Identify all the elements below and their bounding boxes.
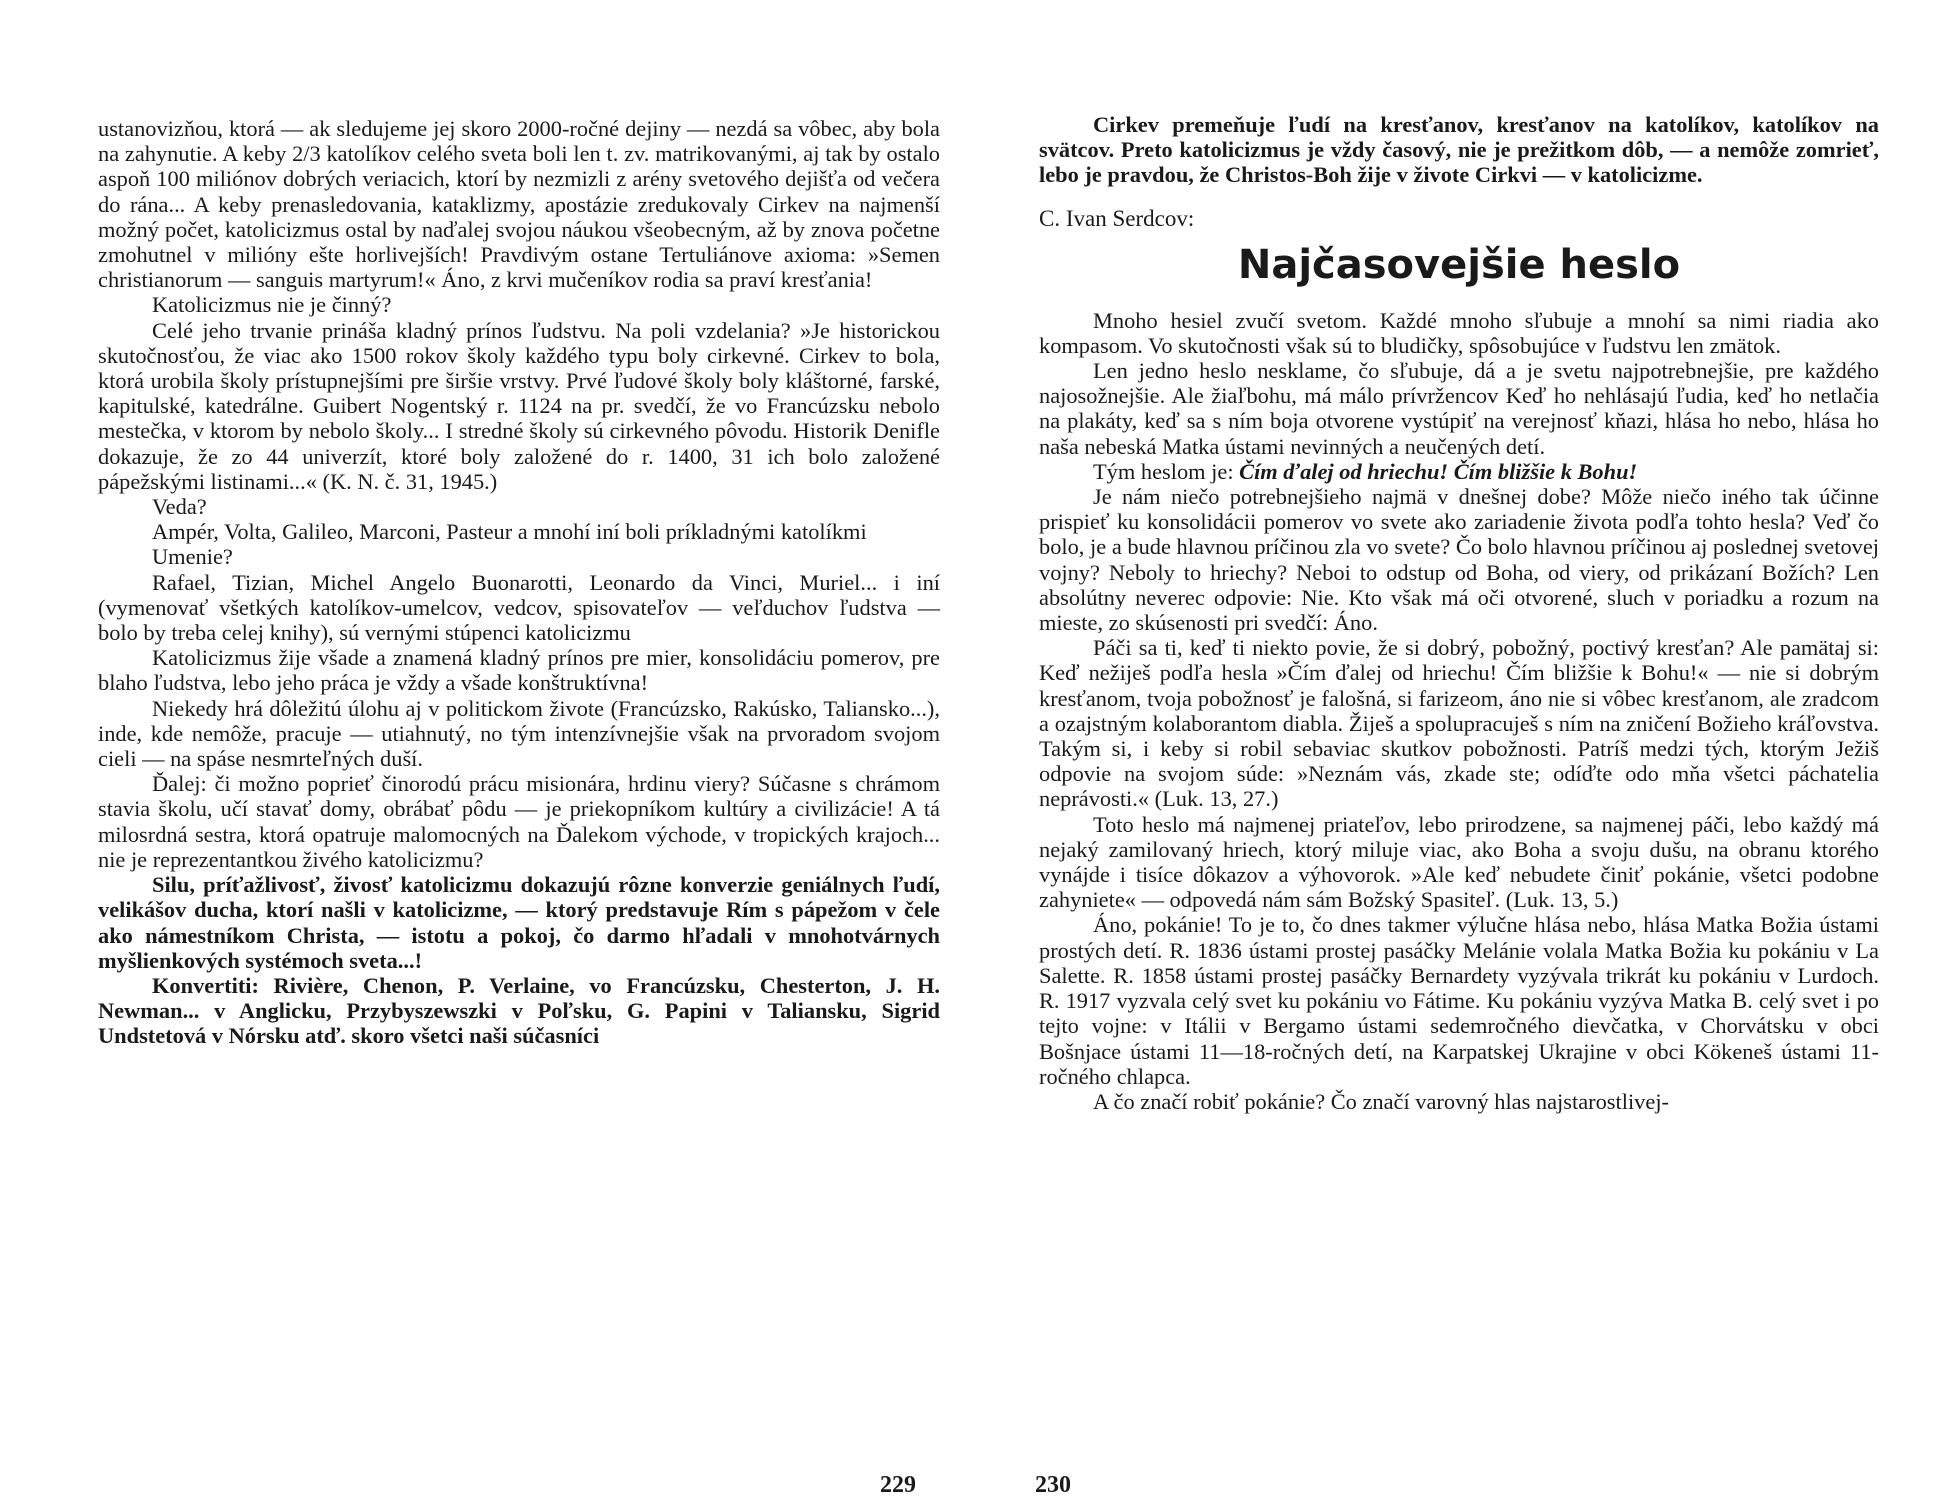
paragraph: Silu, príťažlivosť, živosť katolicizmu dokazujú rôzne konverzie geniálnych ľudí, velikášov ducha, ktorí našli v katolicizme, — ktorý predstavuje Rím s pápežom v čele ako námestníkom Christa, — istotu a pokoj, čo darmo hľadali v mnohotvárnych myšlienkových systémoch sveta...! (98, 872, 940, 973)
left-text-column (98, 116, 940, 1049)
article-body-continued (1039, 484, 1879, 1114)
paragraph: Konvertiti: Rivière, Chenon, P. Verlaine, vo Francúzsku, Chesterton, J. H. Newman... v Anglicku, Przybyszewszki v Poľsku, G. Papini v Taliansku, Sigrid Undstetová v Nórsku atď. skoro všetci naši súčasníci (98, 972, 940, 1049)
right-page (977, 0, 1954, 1500)
paragraph: Páči sa ti, keď ti niekto povie, že si dobrý, pobožný, poctivý kresťan? Ale pamätaj si: Keď nežiješ podľa hesla »Čím ďalej od hriechu! Čím bližšie k Bohu!« — nie si dobrým kresťanom, tvoja pobožnosť je falošná, si farizeom, áno nie si vôbec kresťanom, ale zradcom a ozajstným kolaborantom diabla. Žiješ a spolupracuješ s ním na zničení Božieho kráľovstva. Takým si, i keby si robil sebaviac skutkov pobožnosti. Patríš medzi tých, ktorým Ježiš odpovie na svojom súde: »Neznám vás, zkade ste; odíďte odo mňa všetci páchatelia neprávosti.« (Luk. 13, 27.) (1039, 635, 1879, 812)
right-top-section (1039, 112, 1879, 188)
paragraph: Toto heslo má najmenej priateľov, lebo prirodzene, sa najmenej páči, lebo každý má nejaký zamilovaný hriech, ktorý miluje viac, ako Boha a svoju dušu, na obranu ktorého vynájde i tisíce dôkazov a výhovorok. »Ale keď nebudete činiť pokánie, všetci podobne zahyniete« — odpovedá nám sám Božský Spasiteľ. (Luk. 13, 5.) (1039, 811, 1879, 913)
paragraph: Áno, pokánie! To je to, čo dnes takmer výlučne hlása nebo, hlása Matka Božia ústami prostých detí. R. 1836 ústami prostej pasáčky Melánie volala Matka Božia ku pokániu v La Salette. R. 1858 ústami prostej pasáčky Bernardety vyzývala trikrát ku pokániu v Lurdoch. R. 1917 vyzvala celý svet ku pokániu vo Fátime. Ku pokániu vyzýva Matka B. celý svet i po tejto vojne: v Itálii v Bergamo ústami sedemročného dievčatka, v Chorvátsku v obci Bošnjace ústami 11—18-ročných detí, na Karpatskej Ukrajine v obci Kökeneš ústami 11-ročného chlapca. (1039, 912, 1879, 1089)
paragraph: Cirkev premeňuje ľudí na kresťanov, kresťanov na katolíkov, katolíkov na svätcov. Preto katolicizmus je vždy časový, nie je prežitkom dôb, — a nemôže zomrieť, lebo je pravdou, že Christos-Boh žije v živote Cirkvi — v katolicizme. (1039, 112, 1879, 188)
slogan-intro: Tým heslom je: (1093, 458, 1240, 484)
right-page-number: 230 (1035, 1472, 1071, 1498)
paragraph: Katolicizmus žije všade a znamená kladný prínos pre mier, konsolidáciu pomerov, pre blaho ľudstva, lebo jeho práca je vždy a všade konštruktívna! (98, 645, 940, 696)
article-title: Najčasovejšie heslo (1237, 241, 1681, 288)
paragraph: Katolicizmus nie je činný? (152, 292, 392, 318)
paragraph: Niekedy hrá dôležitú úlohu aj v politickom živote (Francúzsko, Rakúsko, Taliansko...), inde, kde nemôže, pracuje — utiahnutý, no tým intenzívnejšie však na prvoradom svojom cieli — na spáse nesmrteľných duší. (98, 695, 940, 772)
paragraph: Mnoho hesiel zvučí svetom. Každé mnoho sľubuje a mnohí sa nimi riadia ako kompasom. Vo skutočnosti však sú to bludičky, spôsobujúce v ľudstvu len zmätok. (1039, 307, 1879, 358)
paragraph: A čo značí robiť pokánie? Čo značí varovný hlas najstarostlivej- (1093, 1088, 1669, 1114)
paragraph: Ďalej: či možno poprieť činorodú prácu misionára, hrdinu viery? Súčasne s chrámom stavia školu, učí stavať domy, obrábať pôdu — je priekopníkom kultúry a civilizácie! A tá milosrdná sestra, ktorá opatruje malomocných na Ďalekom východe, v tropických krajoch... nie je reprezentantkou živého katolicizmu? (98, 771, 940, 872)
right-text-column (1039, 112, 1879, 1114)
article-body (1039, 308, 1879, 459)
paragraph: Veda? (152, 494, 207, 520)
article-author: C. Ivan Serdcov: (1039, 205, 1195, 231)
paragraph: Umenie? (152, 544, 233, 570)
paragraph: Rafael, Tizian, Michel Angelo Buonarotti, Leonardo da Vinci, Muriel... i iní (vymenovať všetkých katolíkov-umelcov, vedcov, spisovateľov — veľduchov ľudstva — bolo by treba celej knihy), sú vernými stúpenci katolicizmu (98, 569, 940, 646)
paragraph: Len jedno heslo nesklame, čo sľubuje, dá a je svetu najpotrebnejšie, pre každého najosožnejšie. Ale žiaľbohu, má málo prívržencov Keď ho nehlásajú ľudia, keď ho netlačia na plakáty, keď sa s ním boja otvorene vystúpiť na verejnosť kňazi, hlása ho nebo, hlása ho naša nebeská Matka ústami nevinných a neučených detí. (1039, 358, 1879, 459)
left-page-number: 229 (880, 1472, 916, 1498)
paragraph: Je nám niečo potrebnejšieho najmä v dnešnej dobe? Môže niečo iného tak účinne prispieť ku konsolidácii pomerov vo svete ako zariadenie života podľa tohto hesla? Veď čo bolo, je a bude hlavnou príčinou zla vo svete? Čo bolo hlavnou príčinou aj poslednej svetovej vojny? Neboly to hriechy? Neboi to odstup od Boha, od viery, od prikázaní Božích? Len absolútny neverec odpovie: Nie. Kto však má oči otvorené, sluch v poriadku a rozum na mieste, zo skúsenosti pri svedčí: Áno. (1039, 484, 1879, 636)
paragraph: Celé jeho trvanie prináša kladný prínos ľudstvu. Na poli vzdelania? »Je historickou skutočnosťou, že viac ako 1500 rokov školy každého typu boly cirkevné. Cirkev to bola, ktorá urobila školy prístupnejšími pre širšie vrstvy. Prvé ľudové školy boly kláštorné, farské, kapitulské, katedrálne. Guibert Nogentský r. 1124 na pr. svedčí, že vo Francúzsku nebolo mestečka, v ktorom by nebolo školy... I stredné školy sú cirkevného pôvodu. Historik Denifle dokazuje, že zo 44 univerzít, ktoré boly založené do r. 1400, 31 ich bolo založené pápežskými listinami...« (K. N. č. 31, 1945.) (98, 317, 940, 494)
slogan-line (1039, 459, 1879, 484)
paragraph: Ampér, Volta, Galileo, Marconi, Pasteur a mnohí iní boli príkladnými katolíkmi (152, 519, 867, 545)
slogan-text: Čím ďalej od hriechu! Čím bližšie k Bohu! (1239, 458, 1638, 484)
paragraph: ustanovizňou, ktorá — ak sledujeme jej skoro 2000-ročné dejiny — nezdá sa vôbec, aby bola na zahynutie. A keby 2/3 katolíkov celého sveta boli len t. zv. matrikovanými, aj tak by ostalo aspoň 100 miliónov dobrých veriacich, ktorí by nezmizli z arény svetového dejišťa od večera do rána... A keby prenasledovania, kataklizmy, apostázie zredukovaly Cirkev na najmenší možný počet, katolicizmus ostal by naďalej svojou náukou všeobecným, až by znova početne zmohutnel v milióny ešte horlivejších! Pravdivým ostane Tertuliánove axioma: »Semen christianorum — sanguis martyrum!« Áno, z krvi mučeníkov rodia sa praví kresťania! (98, 116, 940, 293)
